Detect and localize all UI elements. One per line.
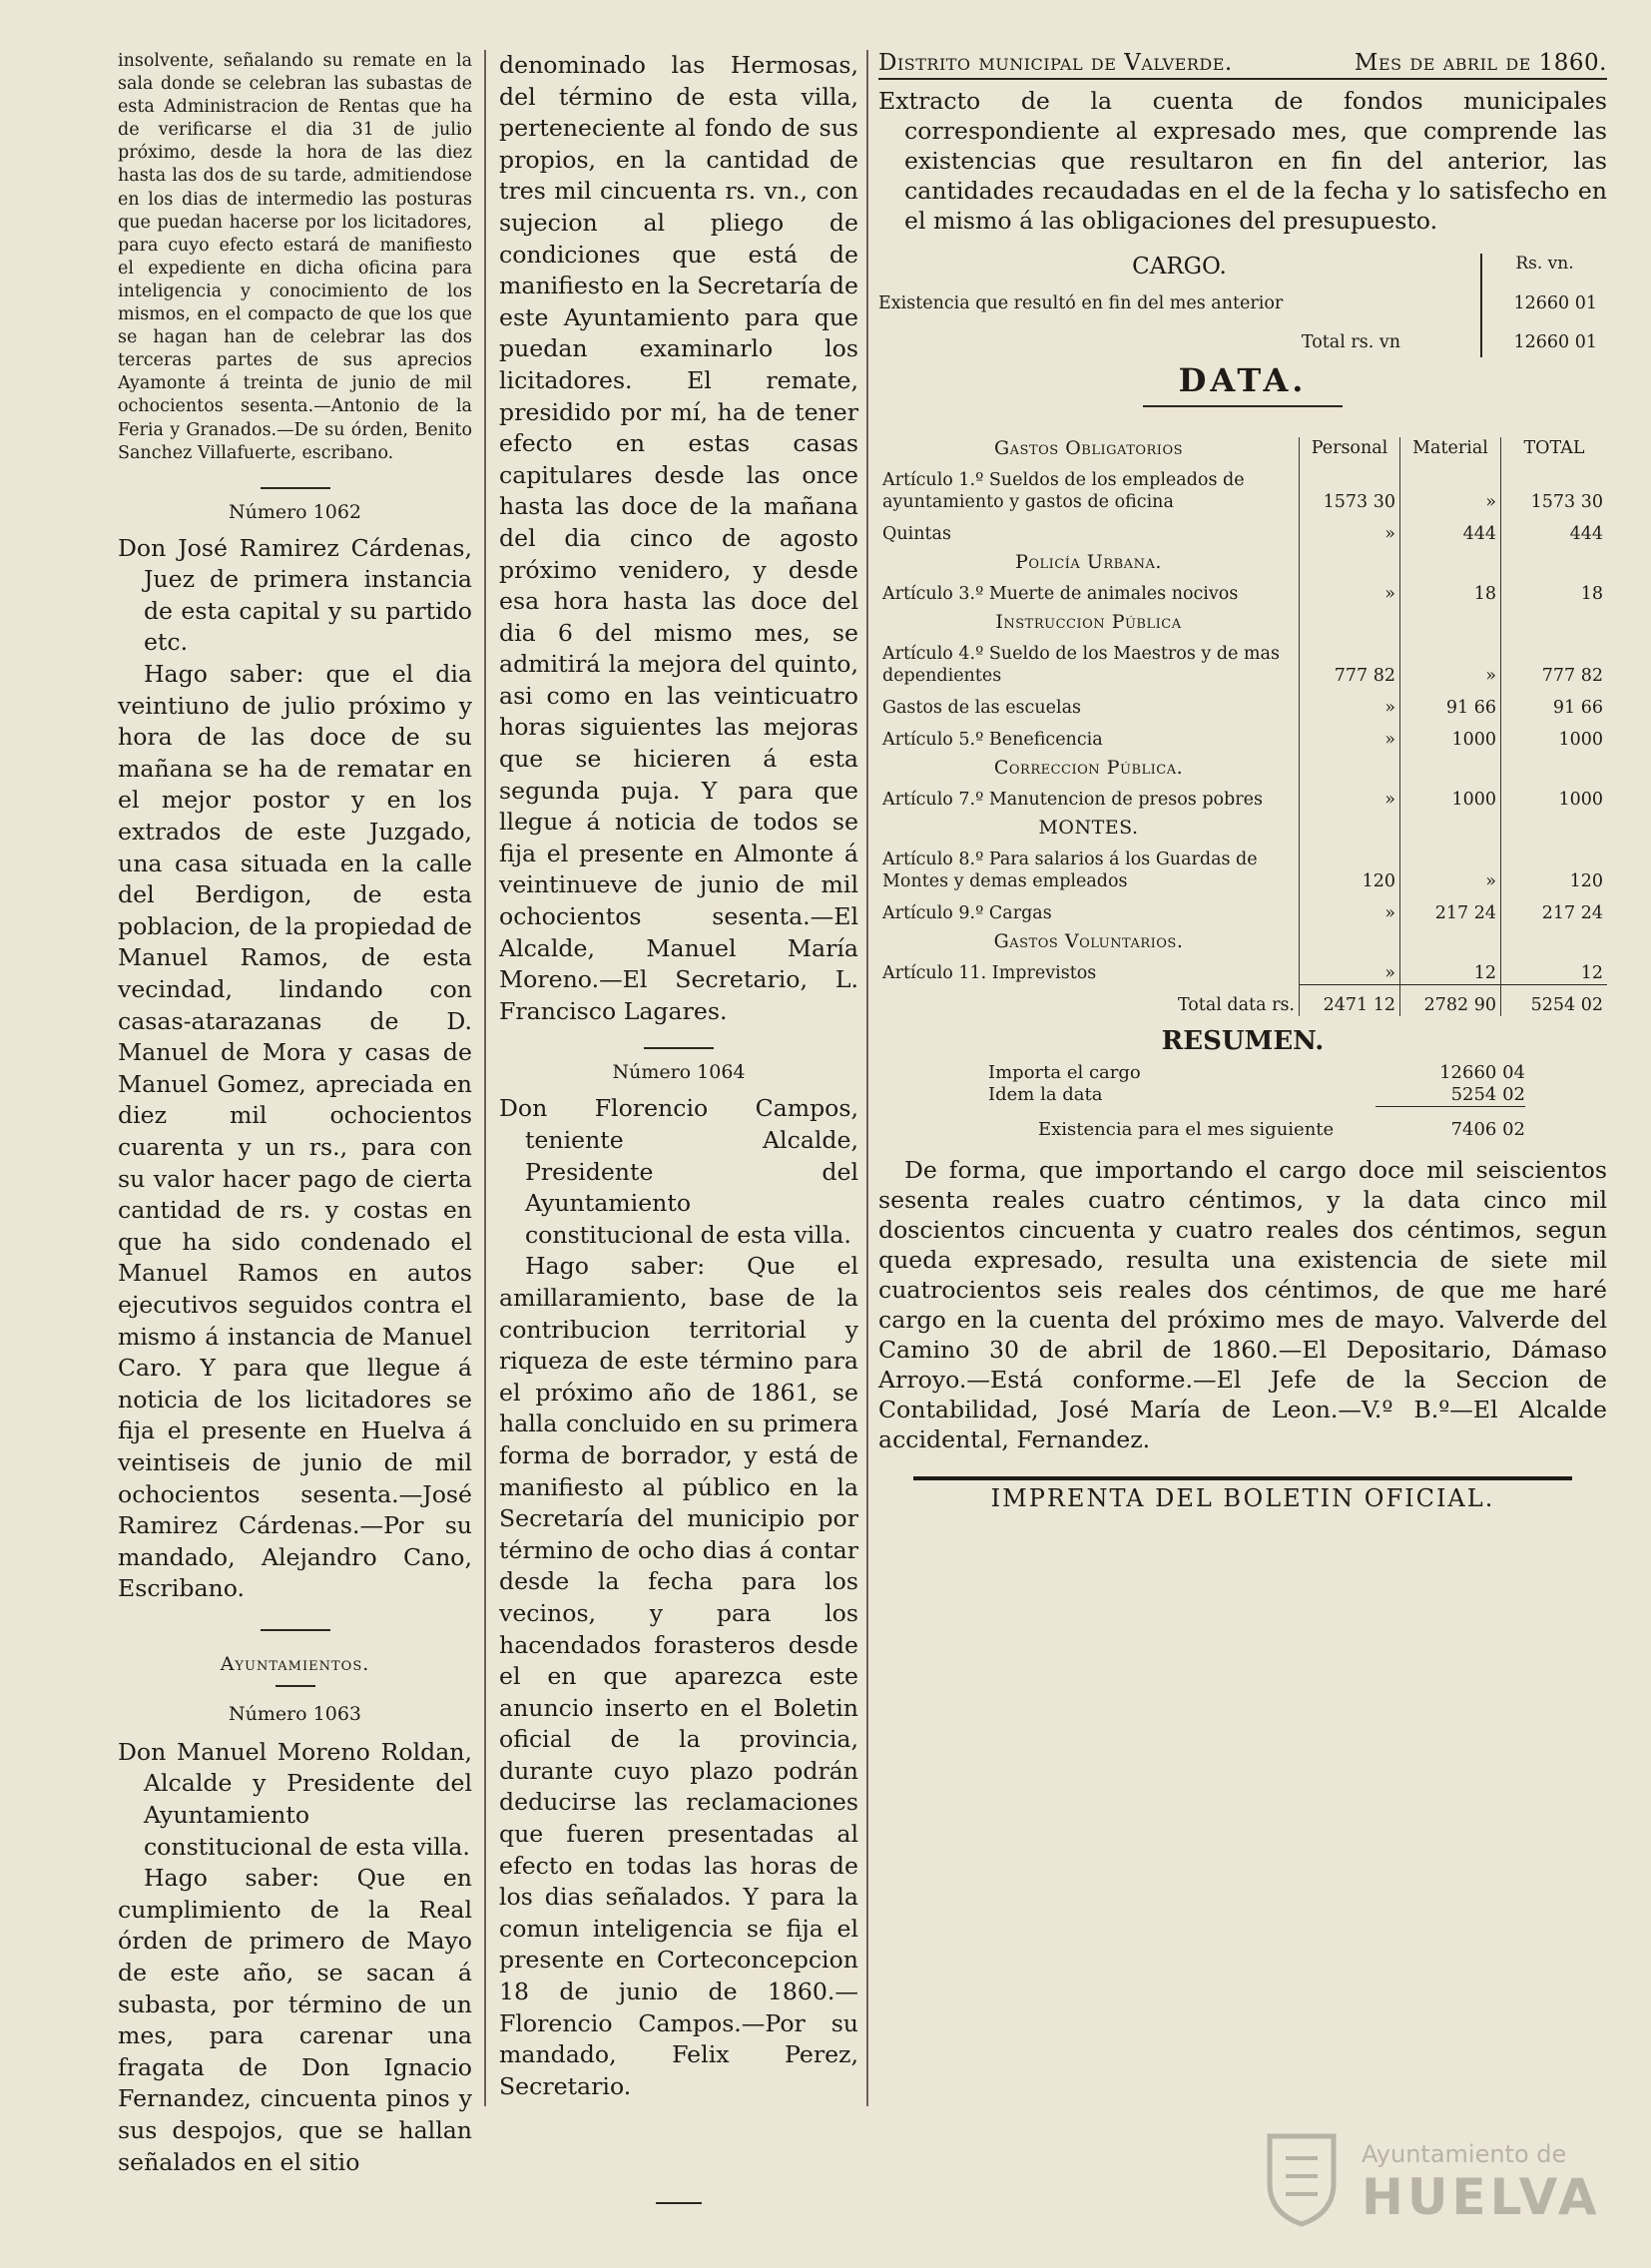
resumen-row [988, 1062, 1607, 1084]
archive-watermark [1262, 2120, 1601, 2240]
ledger-cell-material: » [1400, 633, 1501, 687]
resumen-row [988, 1084, 1607, 1107]
ledger-cell-total: 91 66 [1501, 687, 1608, 719]
divider [275, 1685, 315, 1687]
ledger-empty-cell [1400, 751, 1501, 779]
ledger-empty-cell [1501, 924, 1608, 952]
ledger-cell-personal: » [1300, 573, 1400, 605]
ledger-cell-personal: 2471 12 [1300, 984, 1400, 1016]
cargo-unit: Rs. vn. [1480, 254, 1607, 280]
cargo-row-amount: 12660 01 [1480, 327, 1607, 357]
ledger-row [878, 952, 1607, 984]
notice-number: Número 1063 [228, 1702, 362, 1725]
extract-text: Extracto de la cuenta de fondos municipales correspondiente al expresado mes, que comprende las existencias que resultaron en fin del anterior, las cantidades recaudadas en el de la fecha y lo satisfecho en el mismo á las obligaciones del presupuesto. [878, 87, 1607, 235]
ledger-cell-total: 777 82 [1501, 633, 1608, 687]
column-left [118, 50, 472, 2178]
resumen-amount: 7406 02 [1450, 1119, 1525, 1140]
divider [261, 487, 330, 489]
account-extract [878, 86, 1607, 236]
ledger-empty-cell [1300, 924, 1400, 952]
ledger-section-row [878, 751, 1607, 779]
ledger-cell-total: 1000 [1501, 779, 1608, 811]
ledger-cell-personal: » [1300, 687, 1400, 719]
ledger-header-material: Material [1400, 437, 1501, 459]
notice-continuation: insolvente, señalando su remate en la sala donde se celebran las subastas de esta Administracion de Rentas que ha de verificarse el dia 31 de julio próximo, desde la hora de las diez hasta las dos de su tarde, admitiendose en los dias de intermedio las posturas que puedan hacerse por los licitadores, para cuyo efecto estará de manifiesto el expediente en dicha oficina para inteligencia y conocimiento de los mismos, en el compacto de que los que se hagan han de celebrar las dos terceras partes de sus aprecios Ayamonte á treinta de junio de mil ochocientos sesenta.—Antonio de la Feria y Granados.—De su órden, Benito Sanchez Villafuerte, escribano. [118, 51, 472, 463]
column-right [878, 50, 1607, 1512]
notice-number: Número 1064 [612, 1061, 746, 1084]
ledger-empty-cell [1400, 605, 1501, 633]
ledger-cell-total: 12 [1501, 952, 1608, 984]
ledger-section-row [878, 545, 1607, 573]
ledger-cell-total: 5254 02 [1501, 984, 1608, 1016]
ledger-empty-cell [1501, 605, 1608, 633]
ledger-row-label: Artículo 1.º Sueldos de los empleados de ayuntamiento y gastos de oficina [882, 470, 1245, 512]
notice-heading: Don Florencio Campos, teniente Alcalde, Presidente del Ayuntamiento constitucional de esta villa. [499, 1094, 858, 1249]
ledger-cell-total: 18 [1501, 573, 1608, 605]
ledger-cell-material: 1000 [1400, 719, 1501, 751]
divider [656, 2202, 702, 2204]
ledger-header-row [878, 437, 1607, 459]
ledger-cell-personal: » [1300, 779, 1400, 811]
ledger-row [878, 687, 1607, 719]
notice-body: Hago saber: Que en cumplimiento de la Real órden de primero de Mayo de este año, se sacan á subasta, por término de un mes, para carenar una fragata de Don Ignacio Fernandez, cincuenta pinos y sus despojos, que se hallan señalados en el sitio [118, 1864, 472, 2176]
ledger-total-row [878, 984, 1607, 1016]
data-ledger [878, 437, 1607, 1016]
notice-body: Hago saber: que el dia veintiuno de julio próximo y hora de las doce de su mañana se ha de rematar en el mejor postor y en los extrados de este Juzgado, una casa situada en la calle del Berdigon, de esta poblacion, de la propiedad de Manuel Ramos, de esta vecindad, lindando con casas-atarazanas de D. Manuel de Mora y casas de Manuel Gomez, apreciada en diez mil ochocientos cuarenta y un rs., para con su valor hacer pago de cierta cantidad de rs. y costas en que ha sido condenado el Manuel Ramos en autos ejecutivos seguidos contra el mismo á instancia de Manuel Caro. Y para que llegue á noticia de los licitadores se fija el presente en Huelva á veintiseis de junio de mil ochocientos sesenta.—José Ramirez Cárdenas.—Por su mandado, Alejandro Cano, Escribano. [118, 660, 472, 1603]
ledger-row [878, 892, 1607, 924]
ledger-empty-cell [1400, 811, 1501, 839]
ledger-section-label: Gastos Voluntarios. [993, 930, 1184, 952]
notice-number: Número 1062 [228, 500, 362, 523]
ledger-cell-personal: » [1300, 719, 1400, 751]
ledger-empty-cell [1501, 811, 1608, 839]
ledger-cell-total: 444 [1501, 513, 1608, 545]
ledger-empty-cell [1501, 751, 1608, 779]
ledger-row [878, 513, 1607, 545]
ledger-cell-material: 217 24 [1400, 892, 1501, 924]
ledger-row [878, 719, 1607, 751]
ledger-empty-cell [1501, 545, 1608, 573]
watermark-line1: Ayuntamiento de [1362, 2140, 1567, 2168]
ledger-row [878, 633, 1607, 687]
divider [261, 1629, 330, 1631]
cargo-header [878, 254, 1607, 280]
ledger-cell-total: 1000 [1501, 719, 1608, 751]
shield-icon [1262, 2128, 1342, 2228]
ledger-section-row [878, 924, 1607, 952]
ledger-cell-material: 18 [1400, 573, 1501, 605]
notice-heading: Don José Ramirez Cárdenas, Juez de primera instancia de esta capital y su partido etc. [118, 533, 472, 657]
ledger-cell-personal: 120 [1300, 839, 1400, 892]
ledger-empty-cell [1300, 751, 1400, 779]
ledger-cell-personal: » [1300, 892, 1400, 924]
ledger-cell-material: 12 [1400, 952, 1501, 984]
divider [1143, 405, 1343, 407]
ledger-cell-material: » [1400, 839, 1501, 892]
ledger-row-label: Quintas [882, 524, 951, 544]
resumen-title: RESUMEN. [1161, 1026, 1325, 1056]
notice-heading: Don Manuel Moreno Roldan, Alcalde y Presidente del Ayuntamiento constitucional de esta villa. [118, 1737, 472, 1861]
ledger-cell-material: 444 [1400, 513, 1501, 545]
column-rule [484, 50, 486, 2106]
ledger-cell-material: 2782 90 [1400, 984, 1501, 1016]
month-title: Mes de abril de 1860. [1354, 50, 1607, 76]
ledger-cell-personal: » [1300, 513, 1400, 545]
data-title: DATA. [1178, 361, 1308, 399]
column-middle [499, 50, 858, 2204]
district-title: Distrito municipal de Valverde. [878, 50, 1233, 76]
cargo-row-label: Total rs. vn [1301, 332, 1400, 352]
cargo-row [878, 280, 1607, 327]
ledger-section-label: Policía Urbana. [1015, 551, 1162, 573]
ledger-row-label: Total data rs. [1177, 995, 1295, 1015]
ledger-row-label: Artículo 4.º Sueldo de los Maestros y de mas dependientes [882, 644, 1280, 686]
ledger-cell-material: 1000 [1400, 779, 1501, 811]
ledger-cell-material: 91 66 [1400, 687, 1501, 719]
ledger-cell-personal: 1573 30 [1300, 459, 1400, 513]
resumen-label: Existencia para el mes siguiente [1038, 1119, 1335, 1140]
ledger-row-label: Artículo 5.º Beneficencia [882, 730, 1103, 750]
ledger-row-label: Artículo 9.º Cargas [882, 903, 1052, 923]
ledger-header-personal: Personal [1300, 437, 1400, 459]
ledger-empty-cell [1300, 811, 1400, 839]
notice-body: Hago saber: Que el amillaramiento, base de la contribucion territorial y riqueza de este término para el próximo año de 1861, se halla concluido en su primera forma de borrador, y está de manifiesto al público en la Secretaría del municipio por término de ocho dias á contar desde la fecha para los vecinos, y para los hacendados forasteros desde el en que aparezca este anuncio inserto en el Boletin oficial de la provincia, durante cuyo plazo podrán deducirse las reclamaciones que fueren presentadas al efecto en todas las horas de los dias señalados. Y para la comun inteligencia se fija el presente en Corteconcepcion 18 de junio de 1860.—Florencio Campos.—Por su mandado, Felix Perez, Secretario. [499, 1252, 858, 2100]
ledger-header-gastos: Gastos Obligatorios [993, 437, 1184, 459]
ledger-section-row [878, 605, 1607, 633]
cargo-row-amount: 12660 01 [1480, 280, 1607, 327]
divider [644, 1047, 714, 1049]
resumen-label: Idem la data [988, 1084, 1103, 1105]
ledger-row-label: Artículo 7.º Manutencion de presos pobres [882, 790, 1263, 810]
ledger-cell-total: 120 [1501, 839, 1608, 892]
ledger-row [878, 459, 1607, 513]
resumen-label: Importa el cargo [988, 1062, 1141, 1083]
ledger-section-label: Correccion Pública. [993, 757, 1184, 779]
cargo-row [878, 327, 1607, 357]
cargo-title: CARGO. [1132, 254, 1227, 280]
printer-imprint: IMPRENTA DEL BOLETIN OFICIAL. [913, 1476, 1572, 1512]
resumen-row [988, 1119, 1607, 1141]
ledger-row-label: Artículo 8.º Para salarios á los Guardas de Montes y demas empleados [882, 850, 1258, 891]
ledger-empty-cell [1300, 605, 1400, 633]
ledger-empty-cell [1400, 545, 1501, 573]
ledger-cell-personal: » [1300, 952, 1400, 984]
section-heading: Ayuntamientos. [220, 1652, 370, 1675]
ledger-cell-total: 217 24 [1501, 892, 1608, 924]
resumen-amount: 12660 04 [1439, 1062, 1525, 1083]
ledger-section-label: MONTES. [1038, 817, 1139, 839]
account-header [878, 50, 1607, 80]
ledger-row [878, 573, 1607, 605]
ledger-empty-cell [1300, 545, 1400, 573]
ledger-row-label: Gastos de las escuelas [882, 698, 1081, 718]
cargo-row-label: Existencia que resultó en fin del mes anterior [878, 293, 1284, 313]
ledger-section-row [878, 811, 1607, 839]
ledger-empty-cell [1400, 924, 1501, 952]
final-paragraph: De forma, que importando el cargo doce mil seiscientos sesenta reales cuatro céntimos, y la data cinco mil doscientos cincuenta y cuatro reales dos céntimos, segun queda expresado, resulta una existencia de siete mil cuatrocientos seis reales dos céntimos, de que me haré cargo en la cuenta del próximo mes de mayo. Valverde del Camino 30 de abril de 1860.—El Depositario, Dámaso Arroyo.—Está conforme.—El Jefe de la Seccion de Contabilidad, José María de Leon.—V.º B.º—El Alcalde accidental, Fernandez. [878, 1156, 1607, 1453]
resumen-amount: 5254 02 [1376, 1084, 1525, 1107]
ledger-row-label: Artículo 11. Imprevistos [882, 963, 1097, 983]
ledger-section-label: Instruccion Pública [995, 611, 1182, 633]
ledger-cell-personal: 777 82 [1300, 633, 1400, 687]
ledger-cell-total: 1573 30 [1501, 459, 1608, 513]
watermark-line2: HUELVA [1362, 2168, 1601, 2226]
column-rule [866, 50, 868, 2106]
ledger-row-label: Artículo 3.º Muerte de animales nocivos [882, 584, 1239, 604]
notice-continuation: denominado las Hermosas, del término de esta villa, perteneciente al fondo de sus propios, en la cantidad de tres mil cincuenta rs. vn., con sujecion al pliego de condiciones que está de manifiesto en la Secretaría de este Ayuntamiento para que puedan examinarlo los licitadores. El remate, presidido por mí, ha de tener efecto en estas casas capitulares desde las once hasta las doce de la mañana del dia cinco de agosto próximo venidero, y desde esa hora hasta las doce del dia 6 del mismo mes, se admitirá la mejora del quinto, asi como en las veinticuatro horas siguientes las mejoras que se hicieren á esta segunda puja. Y para que llegue á noticia de todos se fija el presente en Almonte á veintinueve de junio de mil ochocientos sesenta.—El Alcalde, Manuel María Moreno.—El Secretario, L. Francisco Lagares. [499, 51, 858, 1025]
ledger-row [878, 839, 1607, 892]
ledger-row [878, 779, 1607, 811]
ledger-cell-material: » [1400, 459, 1501, 513]
resumen-block [878, 1062, 1607, 1141]
ledger-header-total: TOTAL [1501, 437, 1608, 459]
